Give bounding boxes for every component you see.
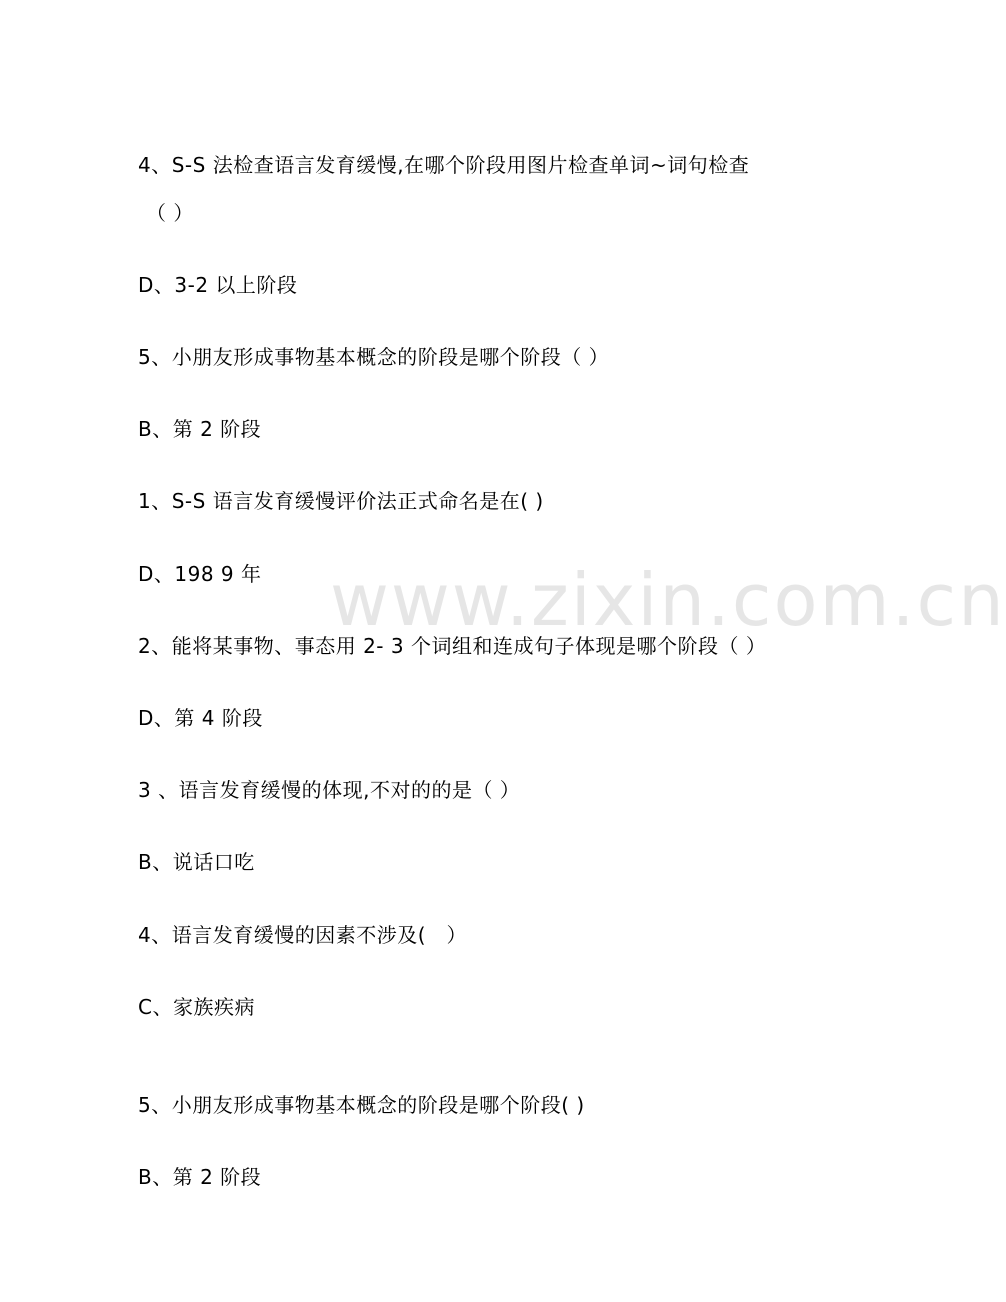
question-5-text: 5、小朋友形成事物基本概念的阶段是哪个阶段（ ） [138,345,610,369]
question-4-blank: （ ） [146,201,194,225]
answer-5b: B、第 2 阶段 [138,1165,262,1189]
question-4b-text: 4、语言发育缓慢的因素不涉及( ） [138,923,468,947]
answer-5: B、第 2 阶段 [138,417,262,441]
answer-4b: C、家族疾病 [138,995,255,1019]
question-3-text: 3 、语言发育缓慢的体现,不对的的是（ ） [138,778,521,802]
answer-3: B、说话口吃 [138,850,255,874]
question-5b-text: 5、小朋友形成事物基本概念的阶段是哪个阶段( ) [138,1093,585,1117]
answer-1: D、198 9 年 [138,562,262,586]
question-4-text: 4、S-S 法检查语言发育缓慢,在哪个阶段用图片检查单词~词句检查 [138,153,750,177]
answer-4: D、3-2 以上阶段 [138,273,298,297]
answer-2: D、第 4 阶段 [138,706,263,730]
question-1-text: 1、S-S 语言发育缓慢评价法正式命名是在( ) [138,489,544,513]
watermark: www.zixin.com.cn [330,558,1006,642]
question-2-text: 2、能将某事物、事态用 2- 3 个词组和连成句子体现是哪个阶段（ ） [138,634,767,658]
